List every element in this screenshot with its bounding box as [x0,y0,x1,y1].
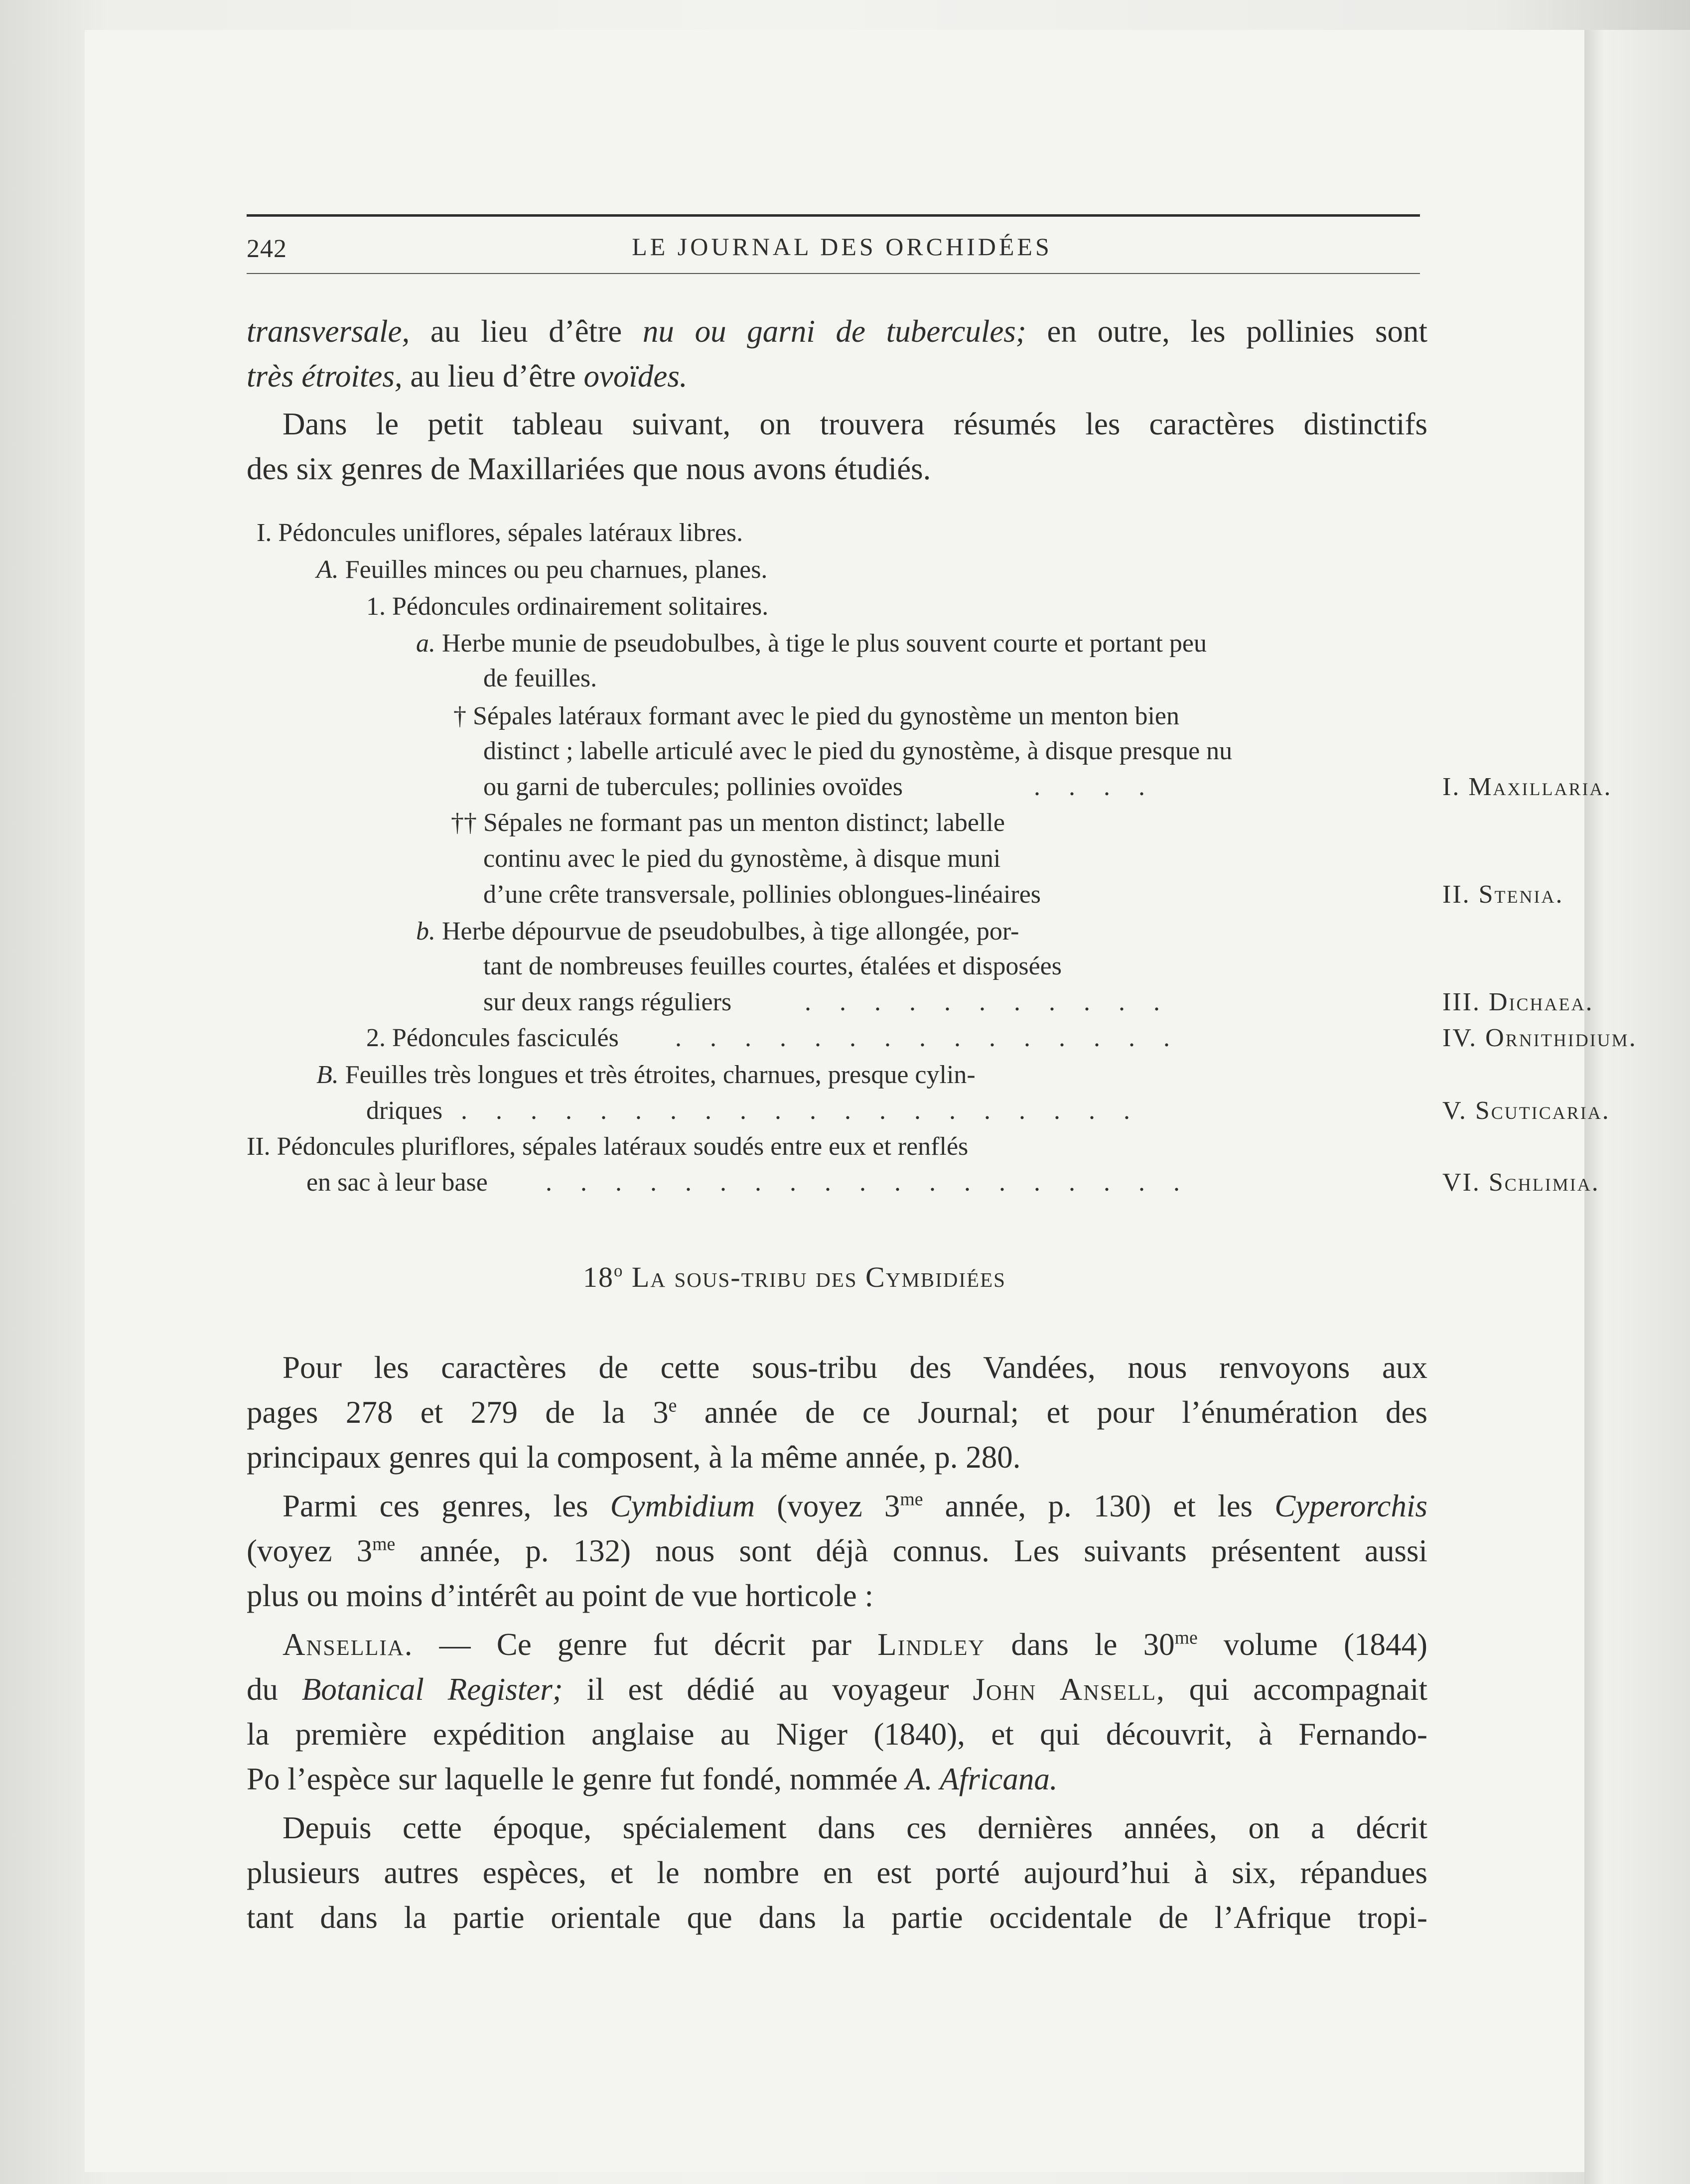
text-run: Feuilles minces ou peu charnues, planes. [338,555,768,584]
key-label: b. [416,917,435,946]
italic-text: A. Africana. [905,1762,1058,1796]
para2-line-2 [247,1528,1427,1573]
key-row: I. Pédoncules uniflores, sépales latéraux libres. [257,519,743,547]
key-row [416,917,1019,946]
superscript: e [668,1395,677,1416]
superscript: me [1174,1627,1198,1648]
text-run: dans le 30 [985,1627,1175,1662]
text-run: Feuilles très longues et très étroites, charnues, presque cylin- [338,1061,976,1089]
para3-line-3: la première expédition anglaise au Niger (1840), et qui découvrit, à Fernando- [247,1717,1427,1752]
para1-line-2 [247,1390,1427,1435]
text-run: — Ce genre fut décrit par [413,1627,878,1662]
intro-line-2 [247,354,1427,399]
para3-line-4 [247,1757,1427,1801]
key-row: 2. Pédoncules fasciculés [366,1024,619,1052]
text-run: il est dédié au voyageur [563,1672,973,1707]
dot-leaders: . . . . . . . . . . . . . . . . . . . [546,1168,1191,1197]
text-run: au lieu d’être [402,359,584,394]
key-row: sur deux rangs réguliers [483,988,732,1016]
italic-text: très étroites, [247,359,403,394]
para1-line-3: principaux genres qui la composent, à la même année, p. 280. [247,1440,1021,1475]
page-number: 242 [247,235,287,263]
text-run: au lieu d’être [410,314,643,349]
italic-text: Botanical Register; [301,1672,563,1707]
key-row: de feuilles. [483,664,597,692]
text-run: Herbe munie de pseudobulbes, à tige le plus souvent courte et portant peu [435,629,1207,658]
section-heading [583,1260,1006,1294]
genus-name: V. Scuticaria. [1442,1096,1610,1125]
key-label: B. [316,1061,339,1089]
key-row: 1. Pédoncules ordinairement solitaires. [366,592,769,621]
genus-name: IV. Ornithidium. [1442,1024,1637,1052]
key-row: II. Pédoncules pluriflores, sépales latéraux soudés entre eux et renflés [247,1132,969,1161]
superscript: me [900,1489,923,1510]
key-row: en sac à leur base [306,1168,488,1197]
small-caps-text: John Ansell, [973,1672,1165,1707]
italic-text: Cymbidium [610,1489,755,1523]
italic-text: Cyperorchis [1274,1489,1427,1523]
text-run: pages 278 et 279 de la 3 [247,1395,669,1430]
text-run: Parmi ces genres, les [282,1489,610,1523]
key-row: driques [366,1096,443,1125]
text-run: année, p. 130) et les [923,1489,1275,1523]
text-run: (voyez 3 [247,1533,373,1568]
key-label: a. [416,629,435,658]
text-run: qui accompagnait [1165,1672,1428,1707]
key-row [316,555,767,584]
dot-leaders: . . . . . . . . . . . . . . . . . . . . [461,1096,1141,1125]
body-paragraphs [247,1345,1427,1940]
running-title: LE JOURNAL DES ORCHIDÉES [632,233,1052,261]
key-row: d’une crête transversale, pollinies oblongues-linéaires [483,880,1041,909]
intro-text [247,309,1427,491]
small-caps-text: Ansellia. [282,1627,414,1662]
para4-line-1: Depuis cette époque, spécialement dans ces dernières années, on a décrit [282,1810,1427,1845]
key-row: continu avec le pied du gynostème, à disque muni [483,844,1001,873]
key-row [416,629,1207,658]
text-run: Po l’espèce sur laquelle le genre fut fondé, nommée [247,1762,906,1796]
text-run: du [247,1672,302,1707]
text-run: Herbe dépourvue de pseudobulbes, à tige allongée, por- [435,917,1019,946]
text-run: en outre, les pollinies sont [1026,314,1428,349]
section-title: La sous-tribu des Cymbidiées [623,1261,1006,1293]
genus-name: VI. Schlimia. [1442,1168,1600,1197]
para2-line-3: plus ou moins d’intérêt au point de vue horticole : [247,1578,874,1613]
para4-line-3: tant dans la partie orientale que dans la partie occidentale de l’Afrique tropi- [247,1900,1427,1935]
key-row: tant de nombreuses feuilles courtes, étalées et disposées [483,952,1062,980]
text-run: année de ce Journal; et pour l’énumération des [677,1395,1428,1430]
intro-p2-line-2: des six genres de Maxillariées que nous avons étudiés. [247,451,931,486]
dot-leaders: . . . . . . . . . . . [805,988,1171,1016]
key-row: †† Sépales ne formant pas un menton distinct; labelle [451,809,1005,837]
text-run: (voyez 3 [755,1489,900,1523]
section-number-sup: o [614,1261,624,1281]
para1-line-1: Pour les caractères de cette sous-tribu des Vandées, nous renvoyons aux [282,1350,1427,1385]
superscript: me [372,1533,396,1555]
key-row: ou garni de tubercules; pollinies ovoïdes [483,773,903,801]
key-row: distinct ; labelle articulé avec le pied du gynostème, à disque presque nu [483,737,1233,765]
italic-text: ovoïdes. [583,359,688,394]
italic-text: transversale, [247,314,410,349]
para3-line-1 [247,1622,1427,1667]
small-caps-text: Lindley [877,1627,986,1662]
key-row: † Sépales latéraux formant avec le pied du gynostème un menton bien [453,702,1179,730]
para4-line-2: plusieurs autres espèces, et le nombre en est porté aujourd’hui à six, répandues [247,1855,1427,1890]
italic-text: nu ou garni de tubercules; [642,314,1026,349]
genus-name: III. Dichaea. [1442,988,1594,1016]
para2-line-1 [247,1484,1427,1528]
header-rule-top [247,214,1420,217]
dot-leaders: . . . . . . . . . . . . . . . [675,1024,1181,1052]
text-run: volume (1844) [1197,1627,1427,1662]
text-run: année, p. 132) nous sont déjà connus. Les suivants présentent aussi [395,1533,1428,1568]
genus-name: II. Stenia. [1442,880,1564,909]
para3-line-2 [247,1667,1427,1712]
dot-leaders: . . . . [1034,773,1156,801]
section-number: 18 [583,1261,614,1293]
key-row [316,1060,976,1090]
key-label: A. [316,555,339,584]
intro-p2-line-1: Dans le petit tableau suivant, on trouvera résumés les caractères distinctifs [282,407,1427,441]
header-rule-bottom [247,273,1420,274]
genus-name: I. Maxillaria. [1442,773,1612,801]
intro-line-1 [247,309,1427,354]
